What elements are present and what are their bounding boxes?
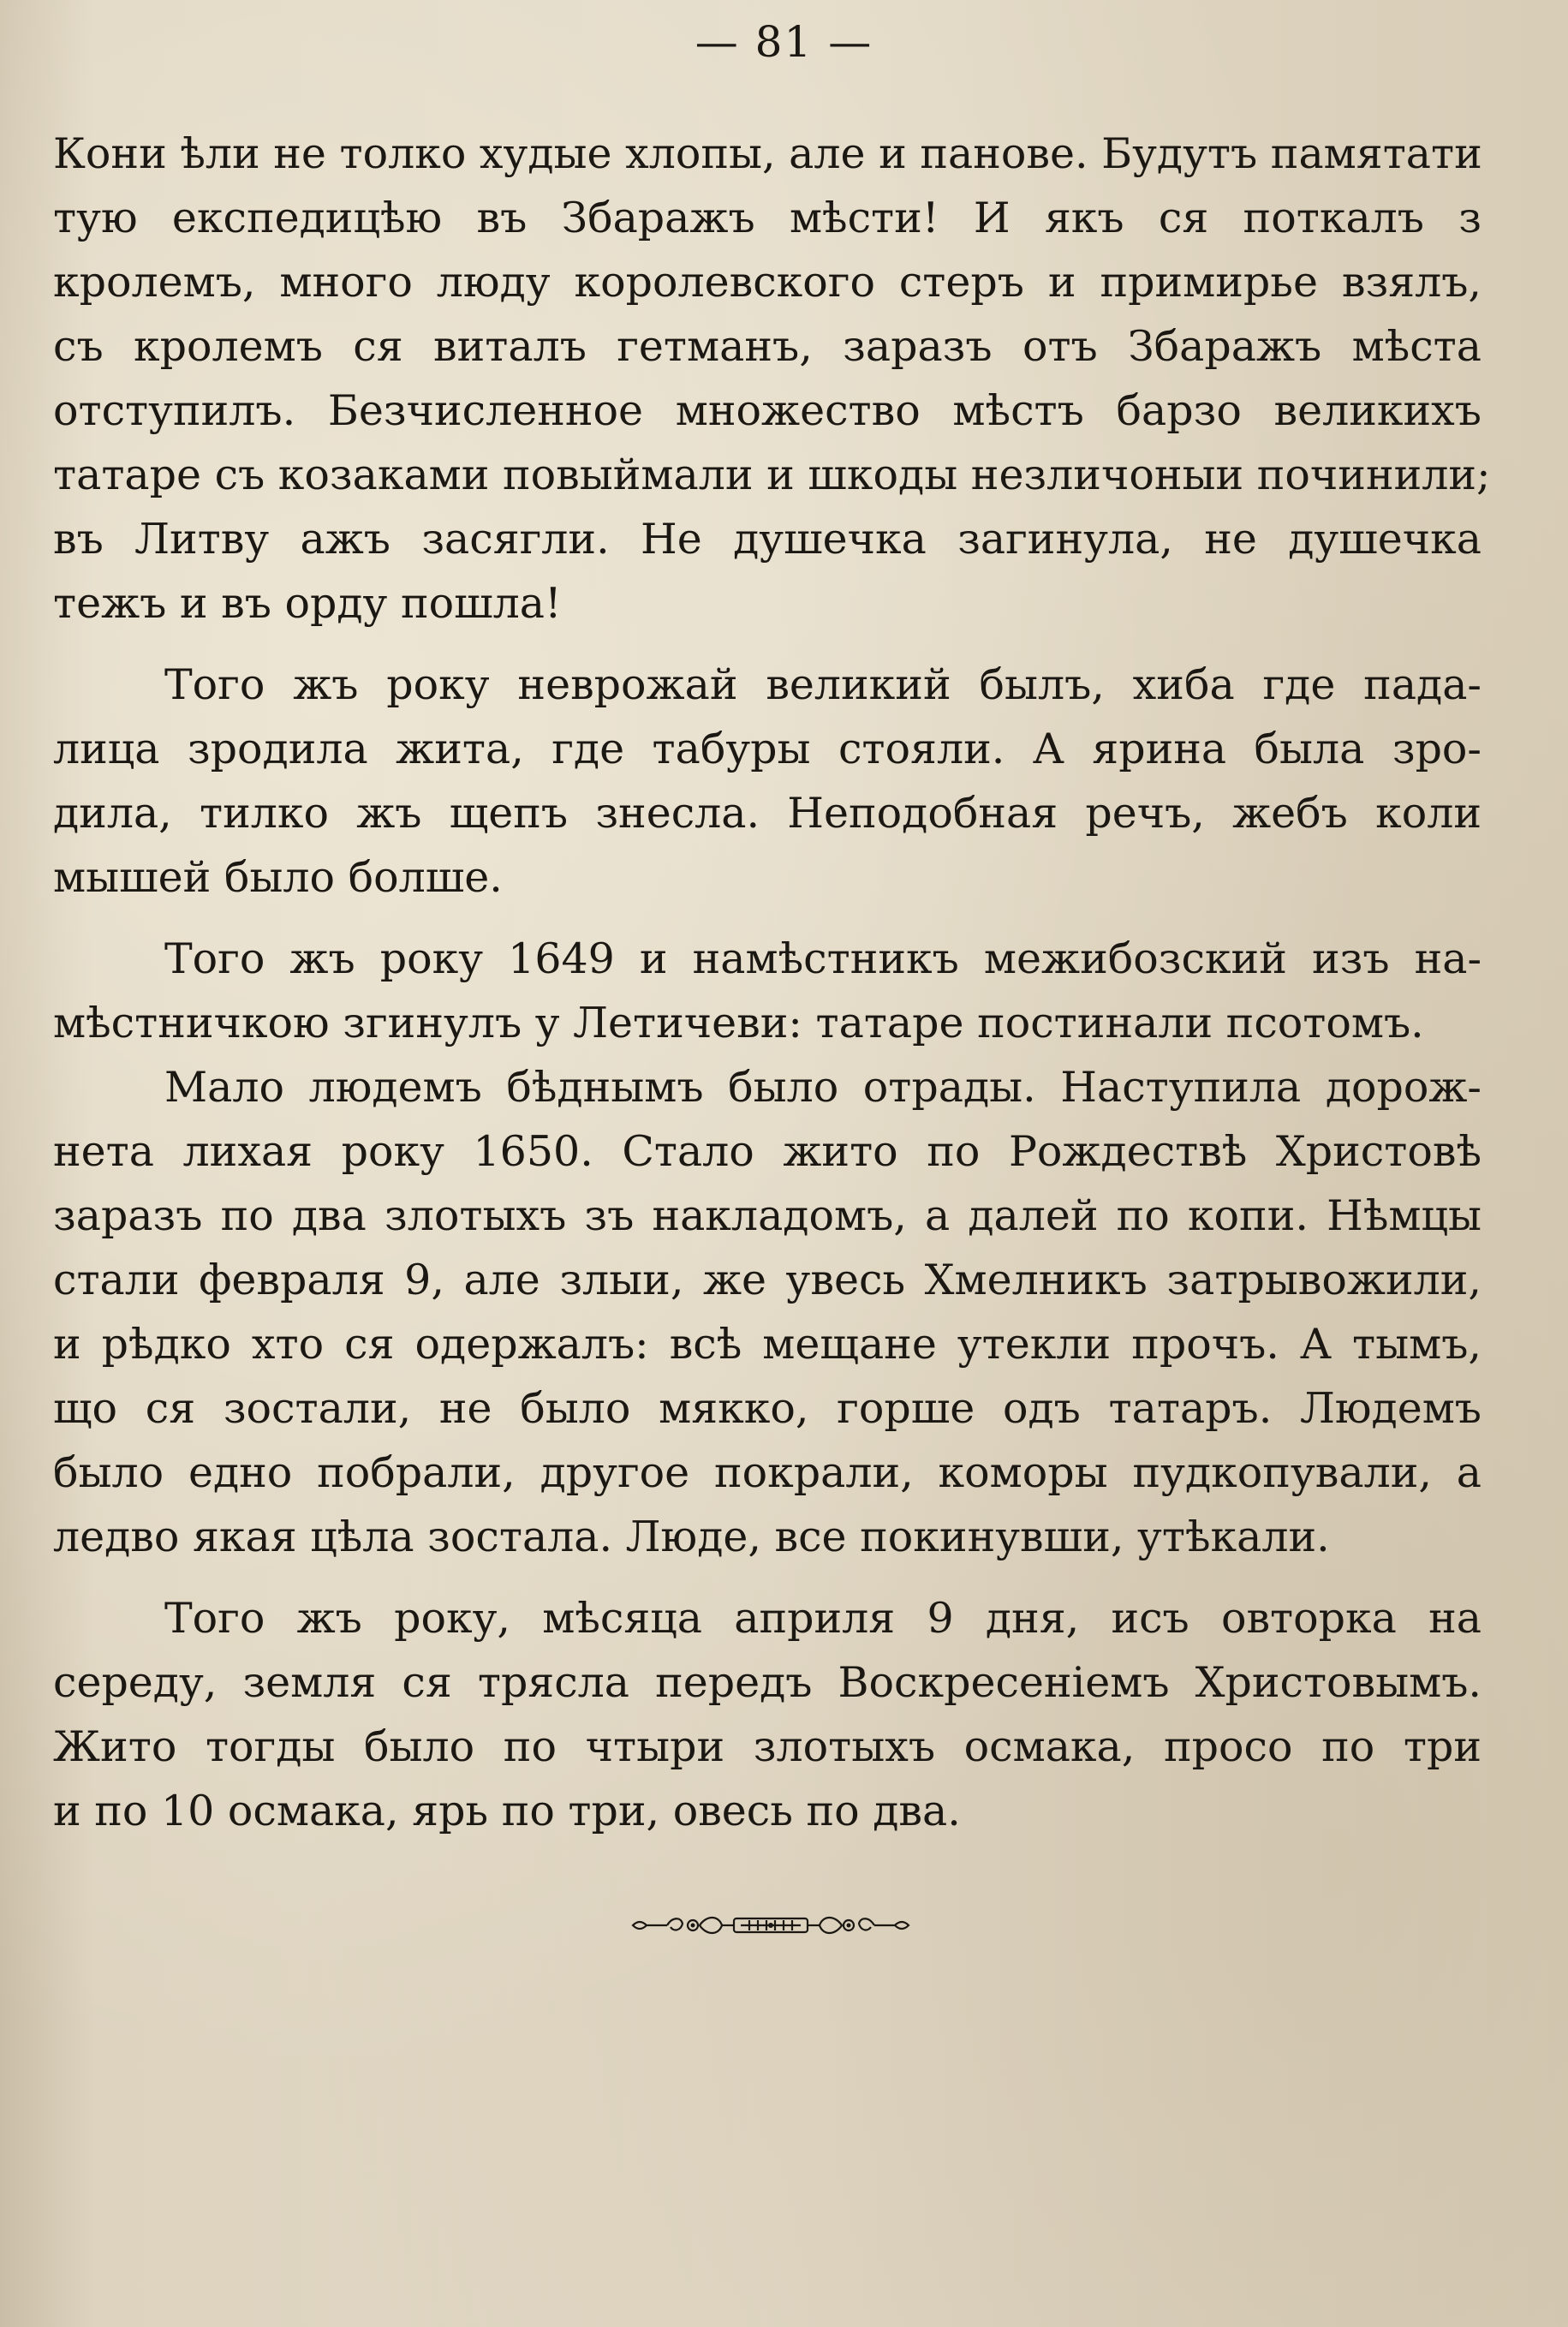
text-line: що ся зостали, не было мякко, горше одъ татаръ. Людемъ [53, 1384, 1482, 1433]
text-line: лица зродила жита, где табуры стояли. А ярина была зро- [53, 725, 1482, 773]
text-line: съ кролемъ ся виталъ гетманъ, заразъ отъ Збаражъ мѣста [53, 322, 1482, 371]
text-line: Мало людемъ бѣднымъ было отрады. Наступила дорож- [164, 1063, 1482, 1112]
text-line: и рѣдко хто ся одержалъ: всѣ мещане утекли прочъ. А тымъ, [53, 1320, 1482, 1369]
text-line: Кони ѣли не толко худые хлопы, але и панове. Будутъ памятати [53, 129, 1482, 178]
text-line: середу, земля ся трясла передъ Воскресенiемъ Христовымъ. [53, 1658, 1482, 1707]
floral-tailpiece-ornament-icon [629, 1908, 912, 1942]
text-line: нета лихая року 1650. Стало жито по Рождествѣ Христовѣ [53, 1127, 1482, 1176]
text-line: татаре съ козаками повыймали и шкоды незличоныи починили; [53, 450, 1491, 499]
text-line: тую експедицѣю въ Збаражъ мѣсти! И якъ ся поткалъ з [53, 194, 1482, 242]
text-line: Того жъ року неврожай великий былъ, хиба где пада- [164, 660, 1482, 709]
text-line: стали февраля 9, але злыи, же увесь Хмелникъ затрывожили, [53, 1256, 1482, 1304]
text-line: мѣстничкою згинулъ у Летичеви: татаре постинали псотомъ. [53, 999, 1424, 1047]
paragraph [53, 1055, 1482, 1569]
paragraph [53, 1586, 1482, 1843]
text-line: тежъ и въ орду пошла! [53, 579, 562, 628]
text-line: заразъ по два злотыхъ зъ накладомъ, а далей по копи. Нѣмцы [53, 1191, 1482, 1240]
paragraph [53, 122, 1491, 635]
text-line: мышей было болше. [53, 853, 503, 902]
text-line: отступилъ. Безчисленное множество мѣстъ барзо великихъ [53, 386, 1482, 435]
page-number: — 81 — [695, 17, 873, 67]
text-line: кролемъ, много люду королевского стеръ и примирье взялъ, [53, 258, 1482, 307]
text-line: ледво якая цѣла зостала. Люде, все покинувши, утѣкали. [53, 1513, 1330, 1561]
text-line: и по 10 осмака, ярь по три, овесь по два. [53, 1787, 961, 1835]
body-text [53, 122, 1491, 1843]
paragraph [53, 927, 1482, 1055]
text-line: дила, тилко жъ щепъ знесла. Неподобная речъ, жебъ коли [53, 789, 1482, 838]
text-line: Того жъ року, мѣсяца априля 9 дня, исъ овторка на [164, 1594, 1482, 1643]
text-line: Того жъ року 1649 и намѣстникъ межибозский изъ на- [164, 934, 1482, 983]
text-line: въ Литву ажъ засягли. Не душечка загинула, не душечка [53, 515, 1482, 564]
text-line: Жито тогды было по чтыри злотыхъ осмака, просо по три [53, 1722, 1482, 1771]
text-line: было едно побрали, другое покрали, коморы пудкопували, а [53, 1448, 1482, 1497]
paragraph [53, 653, 1482, 910]
